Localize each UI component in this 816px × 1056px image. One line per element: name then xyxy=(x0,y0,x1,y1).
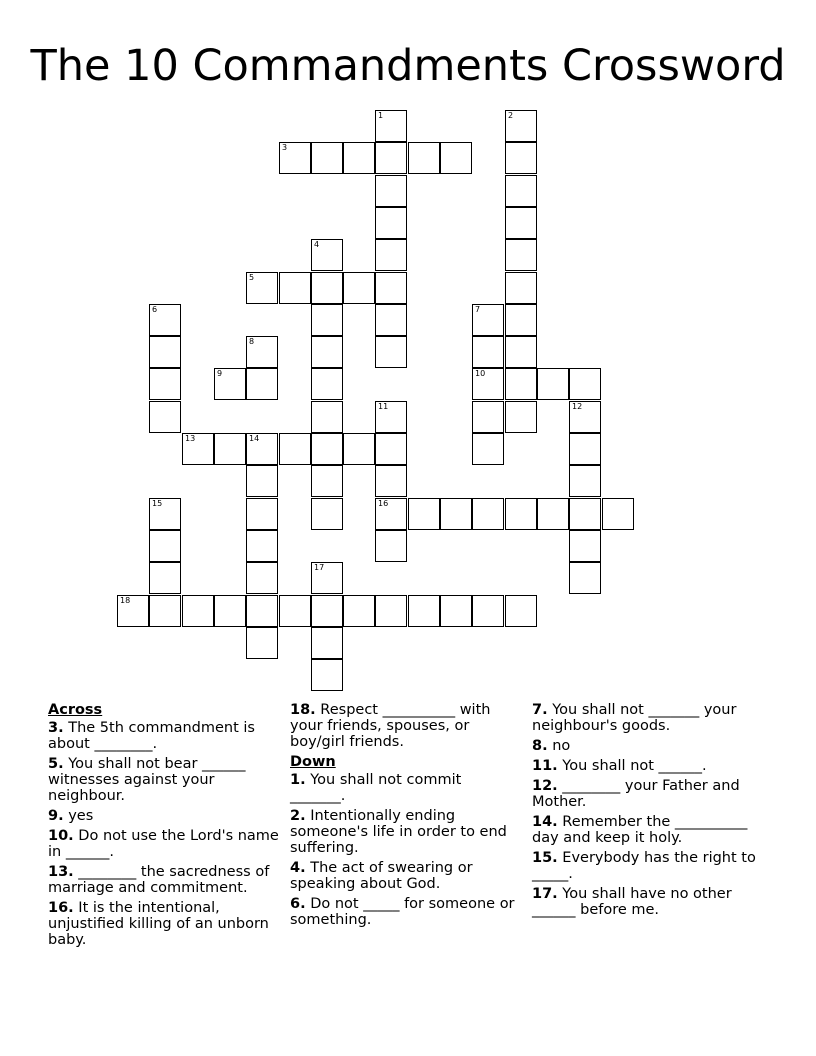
grid-cell[interactable] xyxy=(182,433,214,465)
grid-cell[interactable] xyxy=(375,239,407,271)
grid-cell[interactable] xyxy=(149,498,181,530)
grid-cell[interactable] xyxy=(214,433,246,465)
page-title: The 10 Commandments Crossword xyxy=(30,41,786,91)
grid-cell[interactable] xyxy=(343,142,375,174)
grid-cell[interactable] xyxy=(408,595,440,627)
down-clue: 17. You shall have no other ______ before me. xyxy=(532,886,732,918)
grid-cell[interactable] xyxy=(505,336,537,368)
grid-cell[interactable] xyxy=(440,142,472,174)
grid-cell[interactable] xyxy=(343,595,375,627)
down-clue: 15. Everybody has the right to _____. xyxy=(532,850,756,882)
grid-cell[interactable] xyxy=(505,498,537,530)
grid-cell[interactable] xyxy=(472,498,504,530)
grid-cell[interactable] xyxy=(375,272,407,304)
grid-cell[interactable] xyxy=(311,659,343,691)
down-clue: 12. ________ your Father and Mother. xyxy=(532,778,740,810)
grid-cell[interactable] xyxy=(149,368,181,400)
grid-cell[interactable] xyxy=(311,562,343,594)
grid-cell[interactable] xyxy=(375,530,407,562)
grid-cell[interactable] xyxy=(311,401,343,433)
grid-cell[interactable] xyxy=(343,433,375,465)
grid-cell[interactable] xyxy=(375,207,407,239)
clue-number: 4 xyxy=(314,240,320,249)
grid-cell[interactable] xyxy=(279,272,311,304)
grid-cell[interactable] xyxy=(440,498,472,530)
grid-cell[interactable] xyxy=(246,498,278,530)
across-clue: 18. Respect __________ with your friends, spouses, or boy/girl friends. xyxy=(290,702,491,750)
clue-number: 14 xyxy=(249,434,260,443)
grid-cell[interactable] xyxy=(505,110,537,142)
clue-number: 15 xyxy=(152,499,163,508)
down-clue: 14. Remember the __________ day and keep it holy. xyxy=(532,814,748,846)
grid-cell[interactable] xyxy=(246,627,278,659)
grid-cell[interactable] xyxy=(246,465,278,497)
grid-cell[interactable] xyxy=(505,175,537,207)
grid-cell[interactable] xyxy=(246,272,278,304)
grid-cell[interactable] xyxy=(311,498,343,530)
down-clue: 2. Intentionally ending someone's life in order to end suffering. xyxy=(290,808,507,856)
grid-cell[interactable] xyxy=(311,142,343,174)
clue-number: 13 xyxy=(185,434,196,443)
clue-number: 3 xyxy=(282,143,288,152)
grid-cell[interactable] xyxy=(149,530,181,562)
grid-cell[interactable] xyxy=(472,401,504,433)
grid-cell[interactable] xyxy=(375,110,407,142)
grid-cell[interactable] xyxy=(246,433,278,465)
grid-cell[interactable] xyxy=(472,368,504,400)
clue-number: 8 xyxy=(249,337,255,346)
grid-cell[interactable] xyxy=(505,207,537,239)
grid-cell[interactable] xyxy=(311,272,343,304)
across-clue: 3. The 5th commandment is about ________. xyxy=(48,720,255,752)
grid-cell[interactable] xyxy=(311,465,343,497)
grid-cell[interactable] xyxy=(149,336,181,368)
grid-cell[interactable] xyxy=(182,595,214,627)
grid-cell[interactable] xyxy=(537,368,569,400)
grid-cell[interactable] xyxy=(279,595,311,627)
grid-cell[interactable] xyxy=(149,562,181,594)
clue-number: 9 xyxy=(217,369,223,378)
clues-column-3 xyxy=(532,702,768,922)
across-clue: 13. ________ the sacredness of marriage and commitment. xyxy=(48,864,270,896)
grid-cell[interactable] xyxy=(375,498,407,530)
grid-cell[interactable] xyxy=(505,142,537,174)
clue-number: 10 xyxy=(475,369,486,378)
grid-cell[interactable] xyxy=(311,595,343,627)
grid-cell[interactable] xyxy=(569,401,601,433)
grid-cell[interactable] xyxy=(375,433,407,465)
grid-cell[interactable] xyxy=(602,498,634,530)
grid-cell[interactable] xyxy=(149,304,181,336)
clue-number: 16 xyxy=(378,499,389,508)
clue-number: 12 xyxy=(572,402,583,411)
grid-cell[interactable] xyxy=(311,368,343,400)
grid-cell[interactable] xyxy=(472,595,504,627)
grid-cell[interactable] xyxy=(440,595,472,627)
clue-number: 6 xyxy=(152,305,158,314)
grid-cell[interactable] xyxy=(505,239,537,271)
grid-cell[interactable] xyxy=(214,595,246,627)
grid-cell[interactable] xyxy=(569,368,601,400)
grid-cell[interactable] xyxy=(375,465,407,497)
grid-cell[interactable] xyxy=(311,336,343,368)
grid-cell[interactable] xyxy=(569,433,601,465)
across-heading: Across xyxy=(48,702,103,718)
down-clue: 6. Do not _____ for someone or something. xyxy=(290,896,515,928)
clues-column-1 xyxy=(48,702,280,952)
down-clue: 8. no xyxy=(532,738,571,754)
down-heading: Down xyxy=(290,754,336,770)
clue-number: 18 xyxy=(120,596,131,605)
grid-cell[interactable] xyxy=(375,401,407,433)
grid-cell[interactable] xyxy=(246,336,278,368)
clue-number: 2 xyxy=(508,111,514,120)
grid-cell[interactable] xyxy=(472,433,504,465)
grid-cell[interactable] xyxy=(505,272,537,304)
clue-number: 17 xyxy=(314,563,325,572)
clue-number: 11 xyxy=(378,402,389,411)
grid-cell[interactable] xyxy=(569,498,601,530)
grid-cell[interactable] xyxy=(505,304,537,336)
clue-number: 1 xyxy=(378,111,384,120)
grid-cell[interactable] xyxy=(311,433,343,465)
grid-cell[interactable] xyxy=(537,498,569,530)
across-clue: 16. It is the intentional, unjustified killing of an unborn baby. xyxy=(48,900,269,948)
across-clue: 10. Do not use the Lord's name in ______. xyxy=(48,828,279,860)
grid-cell[interactable] xyxy=(343,272,375,304)
grid-cell[interactable] xyxy=(149,595,181,627)
grid-cell[interactable] xyxy=(375,175,407,207)
down-clue: 4. The act of swearing or speaking about God. xyxy=(290,860,473,892)
grid-cell[interactable] xyxy=(279,433,311,465)
grid-cell[interactable] xyxy=(375,304,407,336)
grid-cell[interactable] xyxy=(375,595,407,627)
grid-cell[interactable] xyxy=(311,304,343,336)
grid-cell[interactable] xyxy=(311,239,343,271)
grid-cell[interactable] xyxy=(505,368,537,400)
grid-cell[interactable] xyxy=(117,595,149,627)
grid-cell[interactable] xyxy=(214,368,246,400)
grid-cell[interactable] xyxy=(569,465,601,497)
across-clue: 5. You shall not bear ______ witnesses against your neighbour. xyxy=(48,756,246,804)
grid-cell[interactable] xyxy=(279,142,311,174)
grid-cell[interactable] xyxy=(408,142,440,174)
grid-cell[interactable] xyxy=(569,530,601,562)
across-clue: 9. yes xyxy=(48,808,94,824)
down-clue: 7. You shall not _______ your neighbour's goods. xyxy=(532,702,737,734)
grid-cell[interactable] xyxy=(246,530,278,562)
clue-number: 5 xyxy=(249,273,255,282)
grid-cell[interactable] xyxy=(311,627,343,659)
down-clue: 1. You shall not commit _______. xyxy=(290,772,462,804)
grid-cell[interactable] xyxy=(408,498,440,530)
grid-cell[interactable] xyxy=(472,336,504,368)
grid-cell[interactable] xyxy=(149,401,181,433)
clues-column-2 xyxy=(290,702,518,932)
grid-cell[interactable] xyxy=(246,368,278,400)
grid-cell[interactable] xyxy=(569,562,601,594)
grid-cell[interactable] xyxy=(246,562,278,594)
grid-cell[interactable] xyxy=(505,595,537,627)
grid-cell[interactable] xyxy=(505,401,537,433)
clue-number: 7 xyxy=(475,305,481,314)
grid-cell[interactable] xyxy=(246,595,278,627)
grid-cell[interactable] xyxy=(472,304,504,336)
grid-cell[interactable] xyxy=(375,336,407,368)
down-clue: 11. You shall not ______. xyxy=(532,758,707,774)
grid-cell[interactable] xyxy=(375,142,407,174)
